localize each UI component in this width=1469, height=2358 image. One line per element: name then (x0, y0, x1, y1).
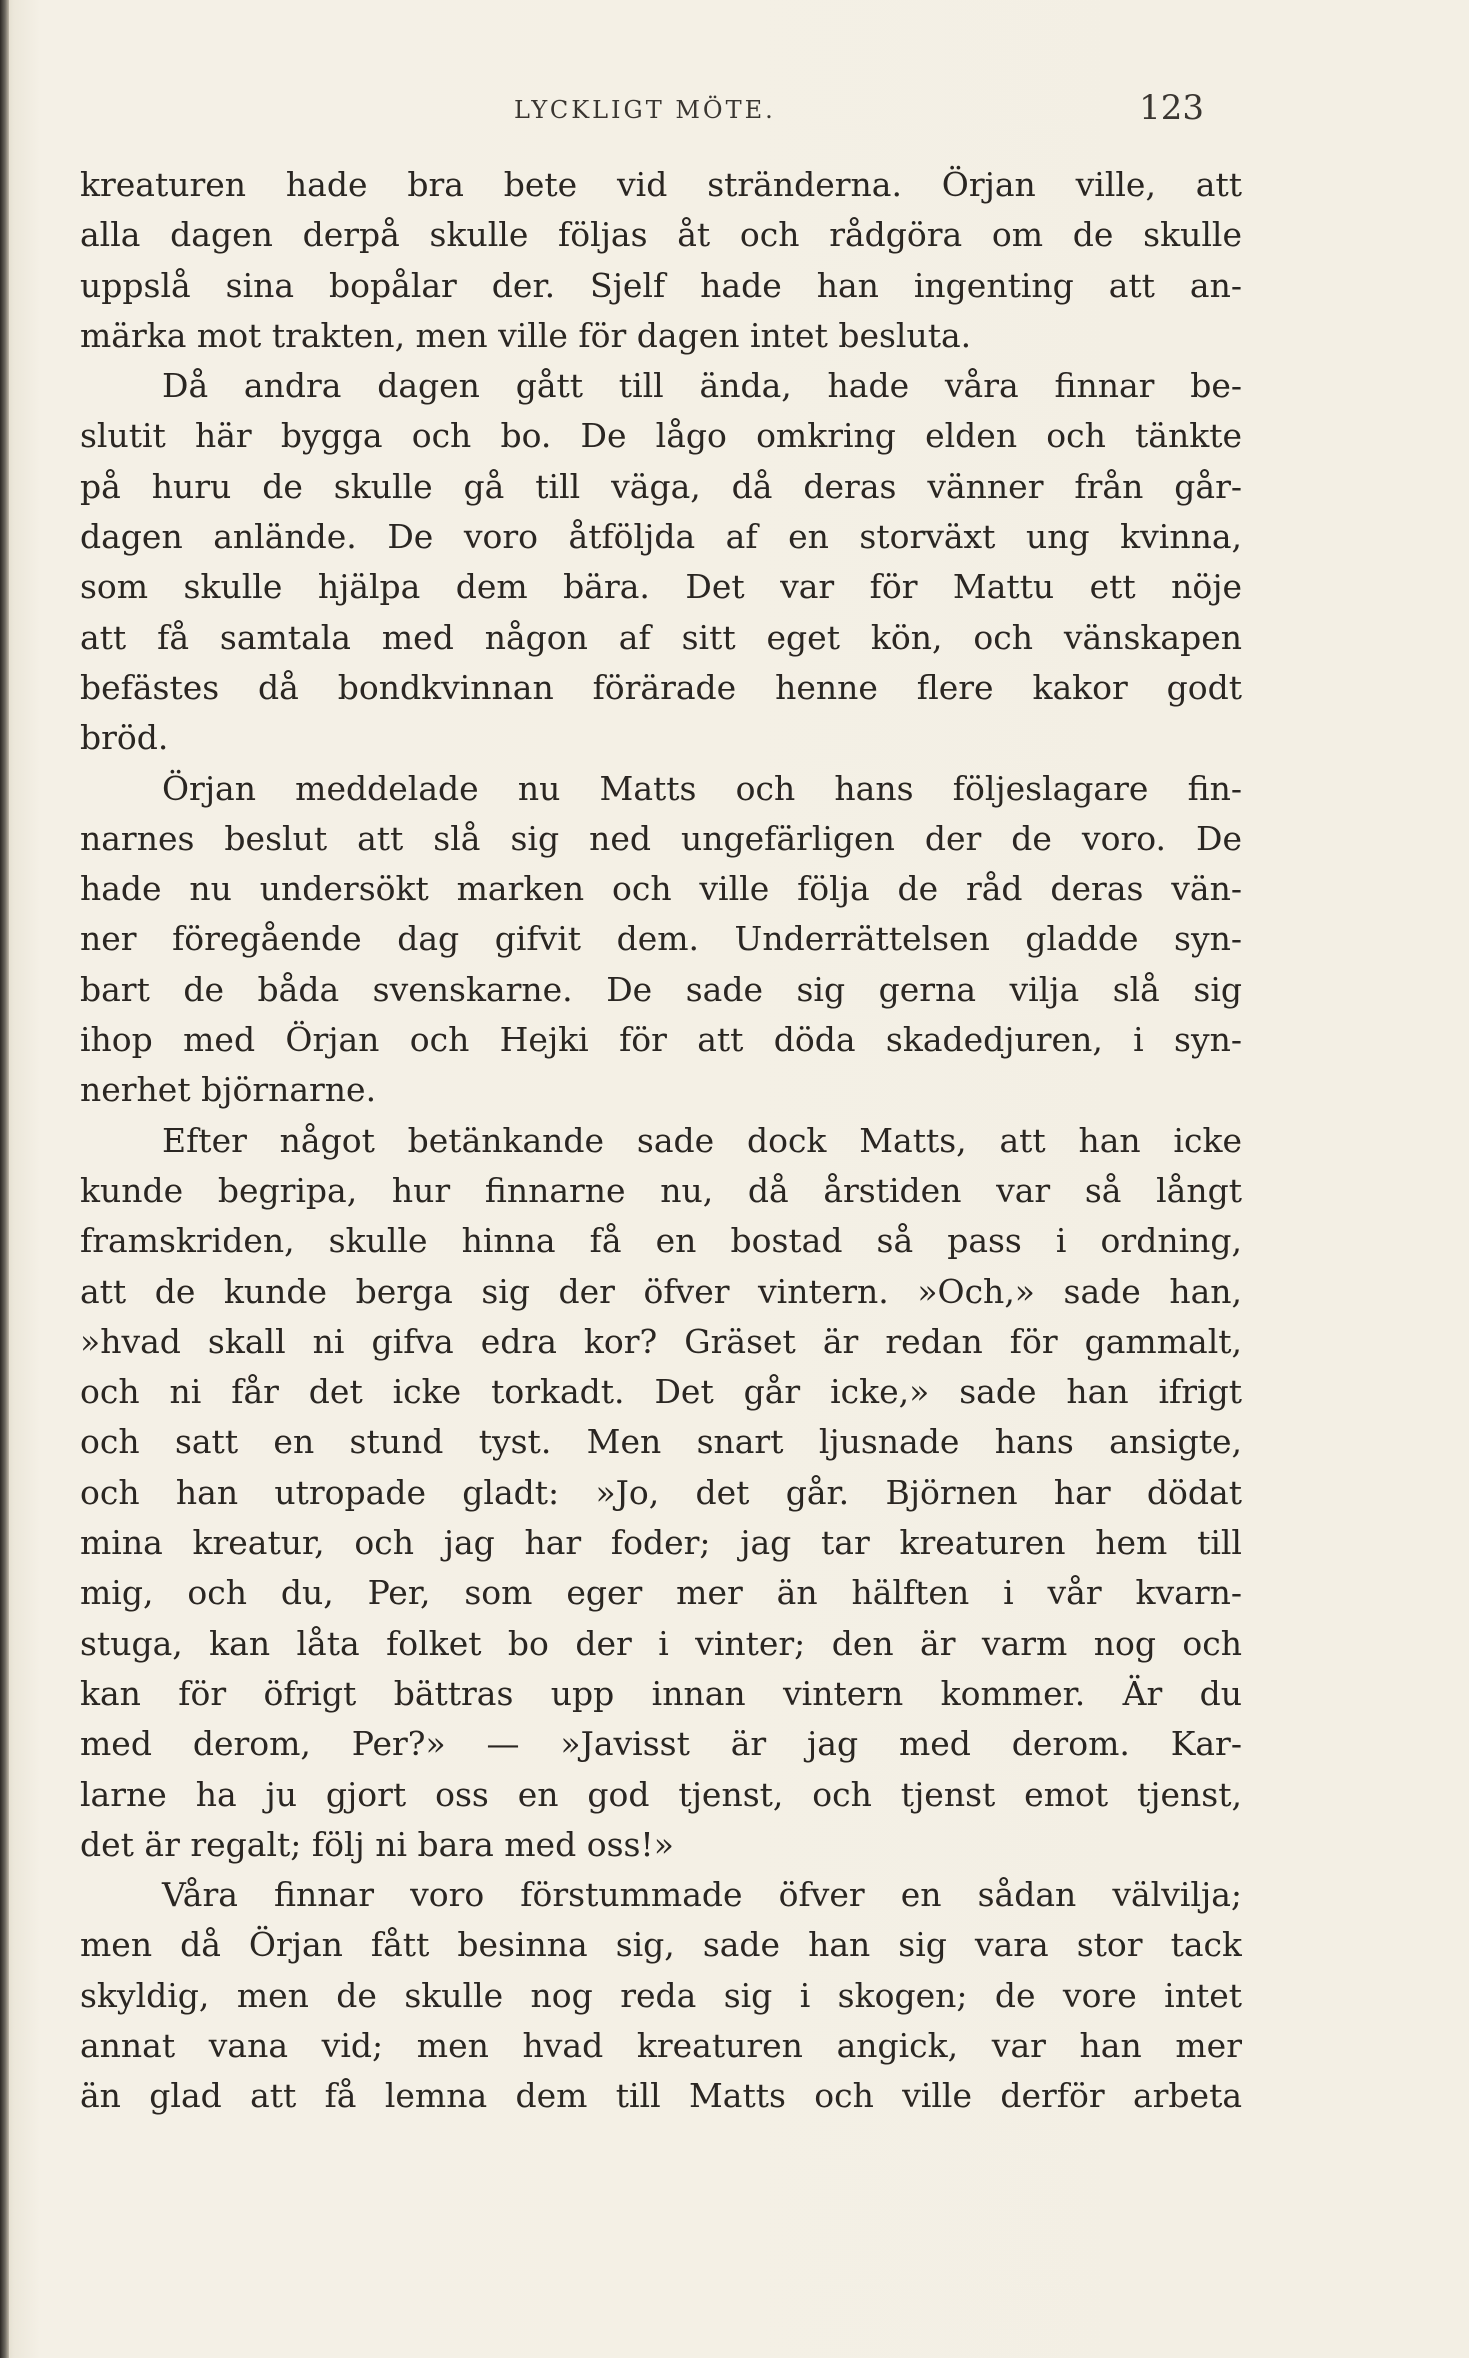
text-line: bröd. (80, 718, 169, 758)
text-line: och han utropade gladt: »Jo, det går. Björnen har dödat (80, 1472, 1242, 1512)
text-line: ner föregående dag gifvit dem. Underrättelsen gladde syn- (80, 919, 1242, 959)
text-line: att de kunde berga sig der öfver vintern. »Och,» sade han, (80, 1271, 1242, 1311)
text-line: men då Örjan fått besinna sig, sade han sig vara stor tack (80, 1925, 1242, 1965)
text-line: mig, och du, Per, som eger mer än hälften i vår kvarn- (80, 1573, 1242, 1613)
text-line: skyldig, men de skulle nog reda sig i skogen; de vore intet (80, 1975, 1242, 2015)
body-text (80, 160, 1242, 2122)
text-line: alla dagen derpå skulle följas åt och rådgöra om de skulle (80, 215, 1242, 255)
text-line: än glad att få lemna dem till Matts och ville derför arbeta (80, 2076, 1242, 2116)
text-line: kreaturen hade bra bete vid stränderna. Örjan ville, att (80, 165, 1242, 204)
text-line: och ni får det icke torkadt. Det går icke,» sade han ifrigt (80, 1372, 1242, 1412)
text-line: ihop med Örjan och Hejki för att döda skadedjuren, i syn- (80, 1020, 1242, 1060)
text-line: Våra finnar voro förstummade öfver en sådan välvilja; (162, 1875, 1242, 1915)
text-line: det är regalt; följ ni bara med oss!» (80, 1824, 674, 1864)
page-number: 123 (1139, 88, 1204, 128)
text-line: som skulle hjälpa dem bära. Det var för Mattu ett nöje (80, 567, 1242, 607)
text-line: kunde begripa, hur finnarne nu, då årstiden var så långt (80, 1170, 1242, 1210)
text-line: Då andra dagen gått till ända, hade våra finnar be- (162, 366, 1242, 406)
text-line: narnes beslut att slå sig ned ungefärligen der de voro. De (80, 818, 1242, 858)
running-head (80, 88, 1240, 132)
text-line: nerhet björnarne. (80, 1070, 377, 1110)
text-line: hade nu undersökt marken och ville följa de råd deras vän- (80, 869, 1242, 909)
text-line: att få samtala med någon af sitt eget kön, och vänskapen (80, 617, 1242, 657)
text-line: framskriden, skulle hinna få en bostad så pass i ordning, (80, 1221, 1242, 1261)
text-line: »hvad skall ni gifva edra kor? Gräset är redan för gammalt, (80, 1321, 1242, 1361)
text-line: befästes då bondkvinnan förärade henne flere kakor godt (80, 667, 1242, 707)
text-line: märka mot trakten, men ville för dagen intet besluta. (80, 315, 972, 355)
text-line: Örjan meddelade nu Matts och hans följeslagare fin- (162, 768, 1242, 808)
text-line: annat vana vid; men hvad kreaturen angick, var han mer (80, 2025, 1242, 2065)
text-line: stuga, kan låta folket bo der i vinter; den är varm nog och (80, 1623, 1242, 1663)
text-line: Efter något betänkande sade dock Matts, att han icke (162, 1120, 1242, 1160)
text-line: uppslå sina bopålar der. Sjelf hade han ingenting att an- (80, 265, 1242, 305)
text-line: dagen anlände. De voro åtföljda af en storväxt ung kvinna, (80, 517, 1242, 557)
text-line: larne ha ju gjort oss en god tjenst, och tjenst emot tjenst, (80, 1774, 1242, 1814)
text-line: mina kreatur, och jag har foder; jag tar kreaturen hem till (80, 1523, 1242, 1563)
text-line: på huru de skulle gå till väga, då deras vänner från går- (80, 466, 1242, 506)
text-line: bart de båda svenskarne. De sade sig gerna vilja slå sig (80, 969, 1242, 1009)
text-line: slutit här bygga och bo. De lågo omkring elden och tänkte (80, 416, 1242, 456)
text-line: kan för öfrigt bättras upp innan vintern kommer. Är du (80, 1673, 1242, 1713)
binding-edge (0, 0, 9, 2358)
text-line: och satt en stund tyst. Men snart ljusnade hans ansigte, (80, 1422, 1242, 1462)
running-title: LYCKLIGT MÖTE. (514, 96, 776, 124)
text-line: med derom, Per?» — »Javisst är jag med derom. Kar- (80, 1724, 1242, 1764)
